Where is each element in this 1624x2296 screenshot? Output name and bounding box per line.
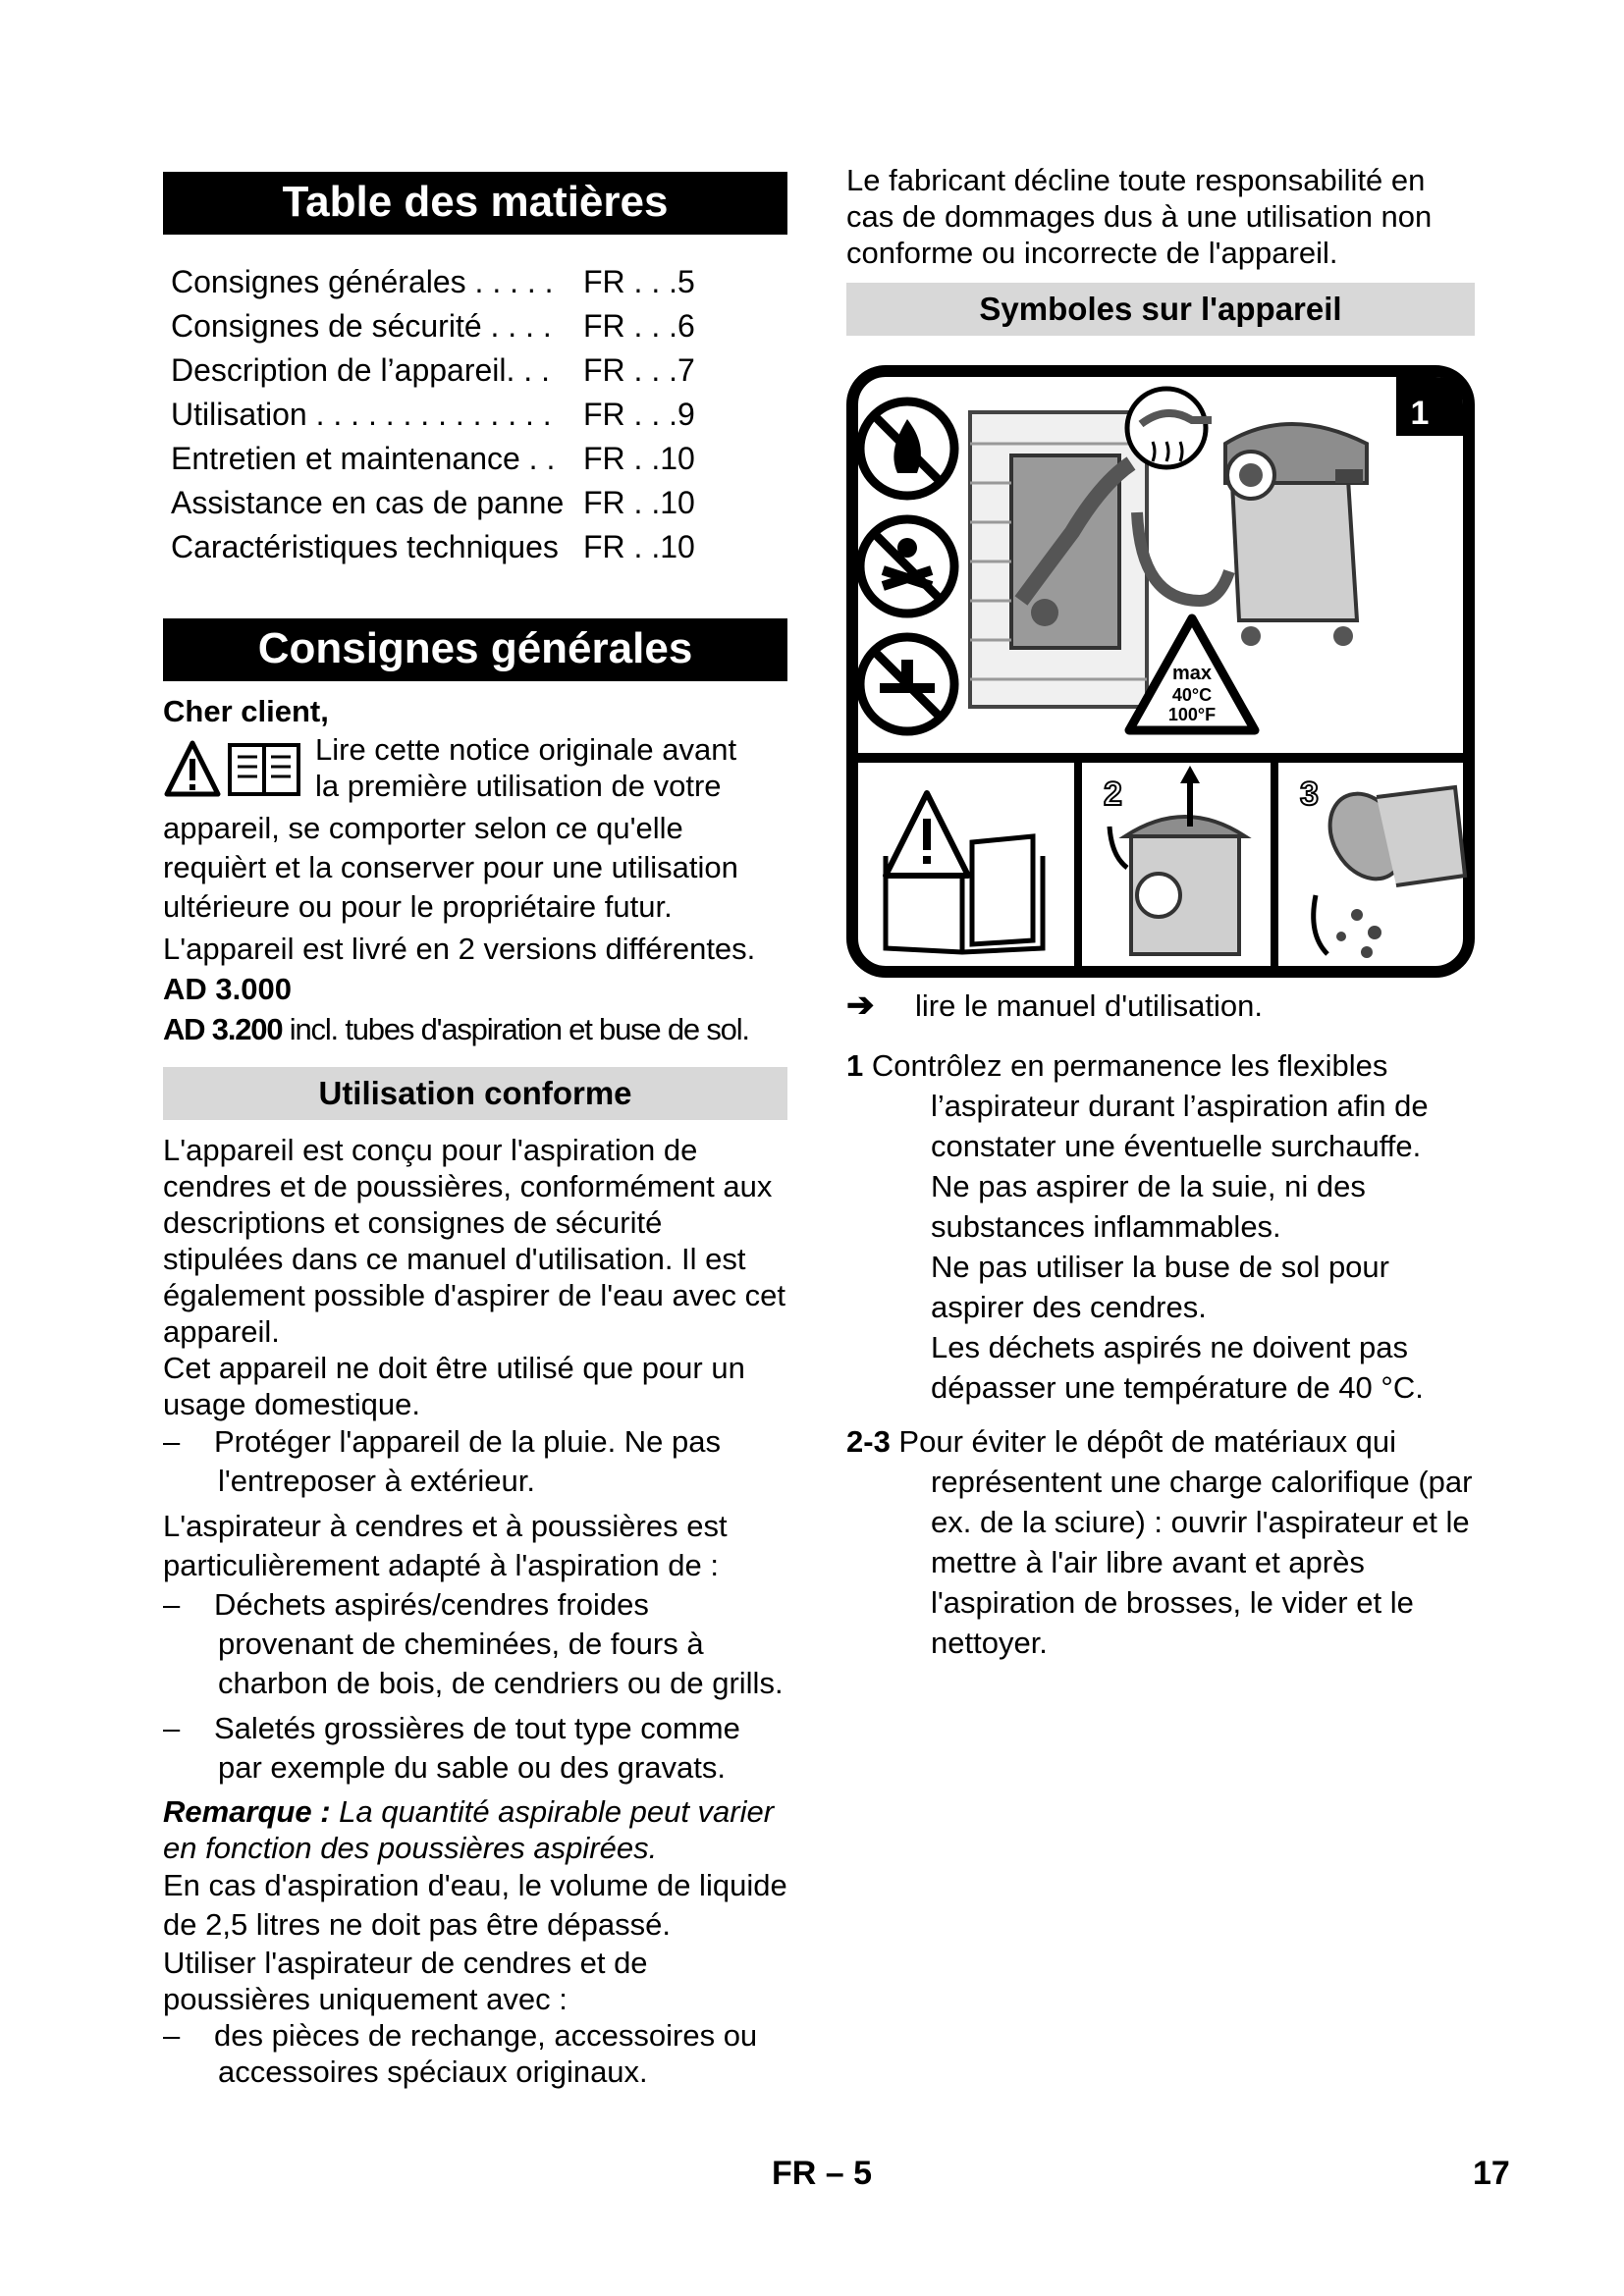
svg-text:1: 1 xyxy=(1410,395,1430,432)
toc-entry[interactable]: Caractéristiques techniques FR . .10 xyxy=(171,529,695,564)
model-ad3200-line xyxy=(163,1011,787,1047)
left-column xyxy=(163,172,787,2090)
bullet-item: – Saletés grossières de tout type comme par exemple du sable ou des gravats. xyxy=(163,1711,740,1785)
note xyxy=(163,1793,787,1866)
no-embers-icon xyxy=(860,519,954,614)
usage-title: Utilisation conforme xyxy=(163,1067,787,1120)
toc-entry[interactable]: Consignes générales . . . . . FR . . .5 xyxy=(171,264,695,299)
intro-text: appareil, se comporter selon ce qu'elle requièrt et la conserver pour une utilisation ultérieure ou pour le propriétaire futur. xyxy=(163,811,738,924)
page-number: 17 xyxy=(1473,2155,1510,2192)
toc-entry[interactable]: Consignes de sécurité . . . . FR . . .6 xyxy=(171,308,695,344)
intro-with-icons xyxy=(163,731,787,805)
bullet-item: – Déchets aspirés/cendres froides provenant de cheminées, de fours à charbon de bois, de cendriers ou de grills. xyxy=(163,1587,784,1700)
symbol-item-2-3: 2-3 Pour éviter le dépôt de matériaux qui représentent une charge calorifique (par ex. de la sciure) : ouvrir l'aspirateur et le mettre à l'air libre avant et après l'aspiration de brosses, le vider et le nettoyer. xyxy=(846,1424,1473,1660)
right-column xyxy=(846,162,1475,1663)
note-label: Remarque : xyxy=(163,1794,331,1829)
arrow-note-text: lire le manuel d'utilisation. xyxy=(915,988,1263,1023)
greeting: Cher client, xyxy=(163,694,329,728)
svg-text:100°F: 100°F xyxy=(1167,705,1217,724)
panel-1-label-badge xyxy=(1396,377,1463,436)
usage-paragraph-5: Utiliser l'aspirateur de cendres et de poussières uniquement avec : xyxy=(163,1946,648,2016)
toc-entry[interactable]: Description de l’appareil. . . FR . . .7 xyxy=(171,352,695,388)
arrow-note xyxy=(846,988,1475,1024)
svg-text:max: max xyxy=(1171,663,1213,684)
toc-list xyxy=(163,260,787,569)
usage-paragraph-2: Cet appareil ne doit être utilisé que pour un usage domestique. xyxy=(163,1351,745,1421)
svg-text:3: 3 xyxy=(1300,775,1319,813)
warning-icon xyxy=(163,739,310,800)
intro-line-1: Lire cette notice originale avant xyxy=(315,732,737,767)
bullet-item: – Protéger l'appareil de la pluie. Ne pas l'entreposer à extérieur. xyxy=(163,1424,722,1498)
general-title: Consignes générales xyxy=(163,618,787,681)
disclaimer: Le fabricant décline toute responsabilité en cas de dommages dus à une utilisation non conforme ou incorrecte de l'appareil. xyxy=(846,163,1433,270)
bullet-item: – des pièces de rechange, accessoires ou accessoires spéciaux originaux. xyxy=(163,2018,758,2089)
arrow-right-icon: ➔ xyxy=(846,987,875,1024)
toc-entry[interactable]: Utilisation . . . . . . . . . . . . . . FR . . .9 xyxy=(171,397,695,432)
toc-entry[interactable]: Entretien et maintenance . . FR . .10 xyxy=(171,441,695,476)
model-ad3200-desc: incl. tubes d'aspiration et buse de sol. xyxy=(282,1012,749,1046)
symbol-item-1-line-2: Ne pas aspirer de la suie, ni des substances inflammables. xyxy=(931,1169,1366,1244)
usage-paragraph-4: En cas d'aspiration d'eau, le volume de liquide de 2,5 litres ne doit pas être dépassé. xyxy=(163,1868,787,1942)
note-text: La quantité aspirable peut varier en fonction des poussières aspirées. xyxy=(163,1794,775,1865)
manual-book-icon xyxy=(230,745,298,794)
svg-text:2: 2 xyxy=(1104,775,1122,813)
symbols-title: Symboles sur l'appareil xyxy=(846,283,1475,336)
warning-book-icons xyxy=(163,731,315,805)
svg-text:40°C: 40°C xyxy=(1171,685,1213,705)
model-ad3200: AD 3.200 xyxy=(163,1012,283,1046)
versions-text: L'appareil est livré en 2 versions différentes. xyxy=(163,932,756,966)
usage-paragraph-1: L'appareil est conçu pour l'aspiration de cendres et de poussières, conformément aux descriptions et consignes de sécurité stipulées dans ce manuel d'utilisation. Il est également possible d'aspirer de l'eau avec cet appareil. xyxy=(163,1133,785,1349)
intro-line-2: la première utilisation de votre xyxy=(315,769,722,803)
no-open-fire-icon xyxy=(860,401,954,496)
usage-paragraph-3: L'aspirateur à cendres et à poussières est particulièrement adapté à l'aspiration de : xyxy=(163,1509,728,1582)
symbol-item-1: 1 Contrôlez en permanence les flexibles l’aspirateur durant l’aspiration afin de constater une éventuelle surchauffe. xyxy=(846,1048,1429,1163)
model-ad3000: AD 3.000 xyxy=(163,972,292,1006)
toc-title: Table des matières xyxy=(163,172,787,235)
no-floor-nozzle-icon xyxy=(860,637,954,731)
symbol-item-1-line-3: Ne pas utiliser la buse de sol pour aspirer des cendres. xyxy=(931,1250,1389,1324)
appliance-symbols-illustration xyxy=(846,365,1475,978)
fireplace-illustration xyxy=(970,412,1147,707)
toc-entry[interactable]: Assistance en cas de panne FR . .10 xyxy=(171,485,695,520)
section-page-label: FR – 5 xyxy=(772,2155,873,2192)
symbol-item-1-line-4: Les déchets aspirés ne doivent pas dépasser une température de 40 °C. xyxy=(931,1330,1424,1405)
